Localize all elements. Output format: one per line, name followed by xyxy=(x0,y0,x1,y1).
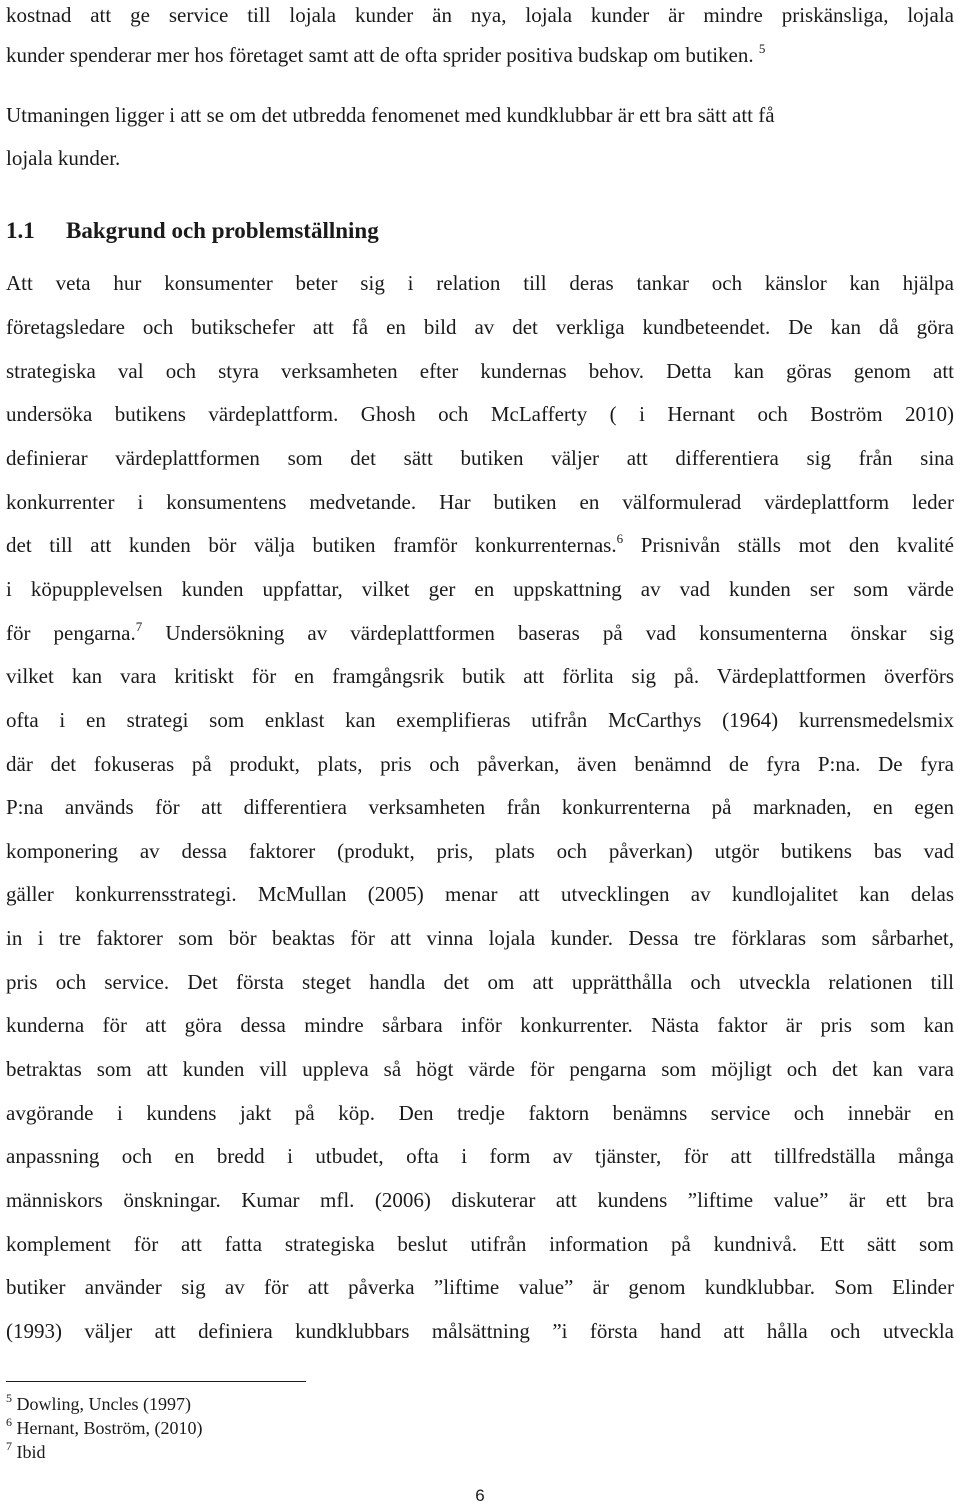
paragraph-line: konkurrenter i konsumentens medvetande. Har butiken en välformulerad värdeplattform leder xyxy=(6,490,954,514)
paragraph-line: Utmaningen ligger i att se om det utbredda fenomenet med kundklubbar är ett bra sätt att få xyxy=(6,103,775,127)
paragraph-line: definierar värdeplattformen som det sätt butiken väljer att differentiera sig från sina xyxy=(6,446,954,470)
footnote-ref: 7 xyxy=(135,619,143,634)
footnote-number: 5 xyxy=(6,1391,12,1405)
paragraph-line: P:na används för att differentiera verksamheten från konkurrenterna på marknaden, en egen xyxy=(6,795,954,819)
paragraph-line: ofta i en strategi som enklast kan exemplifieras utifrån McCarthys (1964) kurrensmedelsmix xyxy=(6,708,954,732)
section-heading xyxy=(6,216,379,246)
line-text: det till att kunden bör välja butiken framför konkurrenternas. xyxy=(6,533,617,557)
paragraph-line: betraktas som att kunden vill uppleva så högt värde för pengarna som möjligt och det kan vara xyxy=(6,1057,954,1081)
footnote-text: Hernant, Boström, (2010) xyxy=(16,1418,203,1438)
footnote-ref: 6 xyxy=(616,531,624,546)
footnote-number: 6 xyxy=(6,1415,12,1429)
line-text: Prisnivån ställs mot den kvalité xyxy=(640,533,954,557)
paragraph-line: anpassning och en bredd i utbudet, ofta i form av tjänster, för att tillfredställa många xyxy=(6,1144,954,1168)
page-number: 6 xyxy=(475,1486,485,1505)
paragraph-line: strategiska val och styra verksamheten efter kundernas behov. Detta kan göras genom att xyxy=(6,359,954,383)
paragraph-line: gäller konkurrensstrategi. McMullan (2005) menar att utvecklingen av kundlojalitet kan delas xyxy=(6,882,954,906)
paragraph-line: avgörande i kundens jakt på köp. Den tredje faktorn benämns service och innebär en xyxy=(6,1101,954,1125)
paragraph-line: Att veta hur konsumenter beter sig i relation till deras tankar och känslor kan hjälpa xyxy=(6,271,954,295)
line-text: för pengarna. xyxy=(6,621,136,645)
footnote-ref: 5 xyxy=(758,41,766,56)
paragraph-line: företagsledare och butikschefer att få en bild av det verkliga kundbeteendet. De kan då göra xyxy=(6,315,954,339)
paragraph-line xyxy=(6,618,954,648)
paragraph-line: butiker använder sig av för att påverka ”liftime value” är genom kundklubbar. Som Elinder xyxy=(6,1275,954,1299)
paragraph-line: in i tre faktorer som bör beaktas för att vinna lojala kunder. Dessa tre förklaras som sårbarhet, xyxy=(6,926,954,950)
paragraph-line: lojala kunder. xyxy=(6,146,121,170)
paragraph-line: undersöka butikens värdeplattform. Ghosh och McLafferty ( i Hernant och Boström 2010) xyxy=(6,402,954,426)
footnote-number: 7 xyxy=(6,1439,12,1453)
paragraph-line: komponering av dessa faktorer (produkt, pris, plats och påverkan) utgör butikens bas vad xyxy=(6,839,954,863)
paragraph-line: vilket kan vara kritiskt för en framgångsrik butik att förlita sig på. Värdeplattformen överförs xyxy=(6,664,954,688)
paragraph-line: pris och service. Det första steget handla det om att upprätthålla och utveckla relationen till xyxy=(6,970,954,994)
paragraph-line: där det fokuseras på produkt, plats, pris och påverkan, även benämnd de fyra P:na. De fyra xyxy=(6,752,954,776)
paragraph-line xyxy=(6,530,954,560)
footnote xyxy=(6,1392,191,1416)
section-number: 1.1 xyxy=(6,218,35,243)
footnote-text: Dowling, Uncles (1997) xyxy=(16,1394,191,1414)
line-text: kunder spenderar mer hos företaget samt att de ofta sprider positiva budskap om butiken. xyxy=(6,43,754,67)
paragraph-line: komplement för att fatta strategiska beslut utifrån information på kundnivå. Ett sätt som xyxy=(6,1232,954,1256)
paragraph-line xyxy=(6,40,954,70)
paragraph-line: kunderna för att göra dessa mindre sårbara inför konkurrenter. Nästa faktor är pris som kan xyxy=(6,1013,954,1037)
paragraph-line: kostnad att ge service till lojala kunder än nya, lojala kunder är mindre priskänsliga, lojala xyxy=(6,3,954,27)
section-title: Bakgrund och problemställning xyxy=(66,218,379,243)
paragraph-line: i köpupplevelsen kunden uppfattar, vilket ger en uppskattning av vad kunden ser som värde xyxy=(6,577,954,601)
line-text: Undersökning av värdeplattformen baseras på vad konsumenterna önskar sig xyxy=(165,621,955,645)
footnote xyxy=(6,1416,202,1440)
footnote xyxy=(6,1440,46,1464)
paragraph-line: människors önskningar. Kumar mfl. (2006) diskuterar att kundens ”liftime value” är ett bra xyxy=(6,1188,954,1212)
footnote-text: Ibid xyxy=(16,1442,46,1462)
paragraph-line: (1993) väljer att definiera kundklubbars målsättning ”i första hand att hålla och utveckla xyxy=(6,1319,954,1343)
footnote-separator xyxy=(6,1381,306,1382)
